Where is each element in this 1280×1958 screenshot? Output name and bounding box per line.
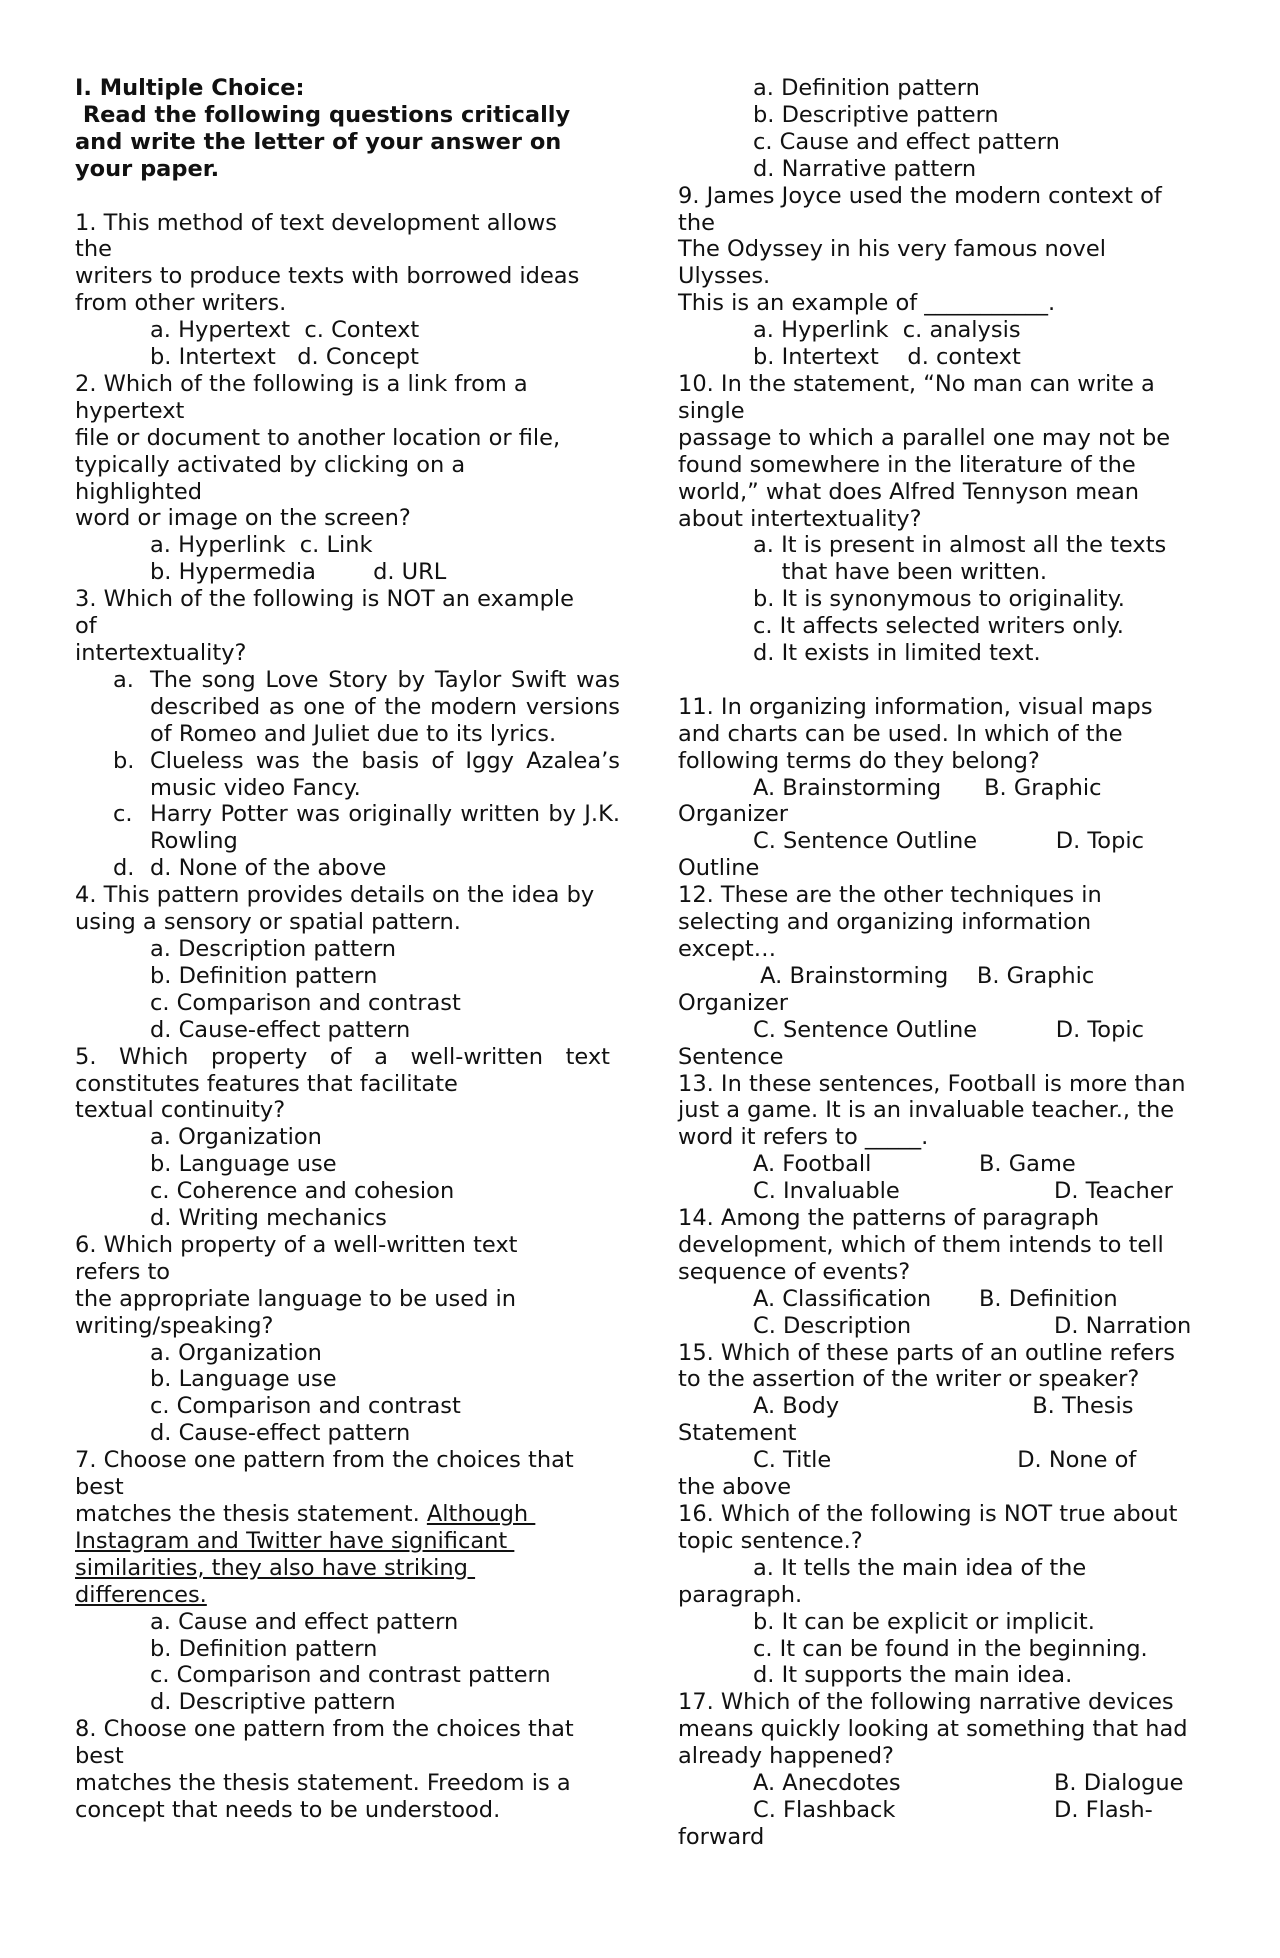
answer-choices: b. Intertext d. context — [753, 344, 1021, 371]
answer-choice: D. Narration — [1054, 1312, 1192, 1339]
question-text: 17. Which of the following narrative devices — [678, 1689, 1174, 1716]
question-text: 5. Which property of a well-written text constitutes features that facilitate — [75, 1043, 610, 1097]
answer-choice: D. Teacher — [1054, 1178, 1173, 1205]
question-text: best — [75, 1743, 124, 1770]
answer-choice: b. Definition pattern — [150, 1635, 378, 1662]
question-text: 15. Which of these parts of an outline refers — [678, 1339, 1175, 1366]
question-text: 16. Which of the following is NOT true about — [678, 1501, 1178, 1528]
question-text: 11. In organizing information, visual maps — [678, 693, 1153, 720]
question-text: 10. In the statement, “No man can write a — [678, 370, 1155, 397]
question-text: Ulysses. — [678, 263, 771, 290]
answer-choice: d. Cause-effect pattern — [150, 1420, 411, 1447]
answer-choices — [678, 1770, 1218, 1797]
answer-choice: c. It can be found in the beginning. — [753, 1635, 1148, 1662]
question-text: best — [75, 1474, 124, 1501]
answer-choice: b. It can be explicit or implicit. — [753, 1608, 1095, 1635]
question-text: highlighted — [75, 478, 203, 505]
question-text: word or image on the screen? — [75, 505, 411, 532]
answer-choice: c. It affects selected writers only. — [753, 613, 1124, 640]
answer-choices: A. Body B. Thesis — [753, 1393, 1134, 1420]
answer-choices-wrap: Statement — [678, 1420, 797, 1447]
left-column — [75, 75, 620, 1824]
answer-choice: B. Game — [979, 1151, 1076, 1178]
question-text: 13. In these sentences, Football is more than — [678, 1070, 1186, 1097]
question-text: hypertext — [75, 397, 185, 424]
answer-choice: d. Narrative pattern — [753, 155, 977, 182]
question-text: and charts can be used. In which of the — [678, 720, 1123, 747]
blank-line — [75, 183, 620, 210]
answer-choice: c. Comparison and contrast pattern — [150, 1662, 551, 1689]
question-11 — [678, 694, 1218, 882]
answer-choice: c. Coherence and cohesion — [150, 1178, 455, 1205]
instructions-line: and write the letter of your answer on — [75, 128, 562, 155]
question-text: passage to which a parallel one may not be — [678, 424, 1171, 451]
answer-choice: A. Anecdotes — [753, 1770, 901, 1797]
question-text: the — [678, 209, 715, 236]
answer-choice: a. Definition pattern — [753, 75, 980, 101]
question-text: concept that needs to be understood. — [75, 1796, 501, 1823]
thesis-statement-underlined: similarities, they also have striking — [75, 1554, 476, 1581]
answer-choices: b. Intertext d. Concept — [150, 344, 419, 371]
question-7 — [75, 1447, 620, 1716]
answer-option-a — [75, 667, 620, 748]
question-text: 8. Choose one pattern from the choices that — [75, 1716, 574, 1743]
answer-choice: that have been written. — [753, 559, 1047, 586]
question-text: file or document to another location or file, — [75, 424, 561, 451]
question-text: 4. This pattern provides details on the idea by — [75, 882, 595, 909]
answer-choice: A. Football — [753, 1151, 872, 1178]
answer-choice: c. Comparison and contrast — [150, 989, 461, 1016]
answer-choices — [678, 1797, 1218, 1824]
question-15 — [678, 1340, 1218, 1501]
blank-line — [678, 667, 1218, 694]
question-text: 9. James Joyce used the modern context of — [678, 182, 1162, 209]
question-9 — [678, 183, 1218, 371]
answer-choices — [678, 1151, 1218, 1178]
question-text: writing/speaking? — [75, 1312, 274, 1339]
thesis-statement-underlined: Although — [426, 1501, 536, 1528]
question-2 — [75, 371, 620, 586]
thesis-statement-underlined: Instagram and Twitter have significant — [75, 1527, 515, 1554]
answer-choice-wrap: paragraph. — [678, 1581, 803, 1608]
answer-choice: c. Cause and effect pattern — [753, 128, 1060, 155]
question-8-choices — [678, 75, 1218, 183]
question-text: from other writers. — [75, 290, 287, 317]
question-17 — [678, 1689, 1218, 1850]
answer-choice-wrap: forward — [678, 1823, 765, 1850]
answer-choices — [678, 1313, 1218, 1340]
question-text: 7. Choose one pattern from the choices that — [75, 1447, 574, 1474]
thesis-statement-underlined: differences. — [75, 1581, 207, 1608]
question-13 — [678, 1071, 1218, 1206]
question-text: 12. These are the other techniques in — [678, 882, 1102, 909]
answer-choices: A. Brainstorming B. Graphic — [753, 774, 1102, 801]
answer-choices: C. Sentence Outline D. Topic — [753, 828, 1144, 855]
answer-choices-wrap: Outline — [678, 855, 760, 882]
question-text: typically activated by clicking on a — [75, 451, 466, 478]
question-3 — [75, 586, 620, 882]
answer-choice: d. Writing mechanics — [150, 1205, 387, 1232]
option-label: d. — [113, 855, 135, 882]
question-text: 1. This method of text development allows — [75, 209, 557, 236]
answer-choice: d. Cause-effect pattern — [150, 1016, 411, 1043]
answer-choices-wrap: the above — [678, 1474, 792, 1501]
answer-choice: C. Description — [753, 1312, 912, 1339]
answer-choices: a. Hyperlink c. analysis — [753, 317, 1021, 344]
question-text: about intertextuality? — [678, 505, 922, 532]
question-text: 14. Among the patterns of paragraph — [678, 1205, 1100, 1232]
answer-choices — [678, 1286, 1218, 1313]
question-5 — [75, 1044, 620, 1232]
answer-choice: c. Comparison and contrast — [150, 1393, 461, 1420]
answer-choice: a. Organization — [150, 1124, 322, 1151]
section-title: I. Multiple Choice: — [75, 75, 305, 101]
question-6 — [75, 1232, 620, 1447]
question-text-part: matches the thesis statement. — [75, 1501, 427, 1528]
answer-choice: D. Flash- — [1054, 1796, 1153, 1823]
question-text: textual continuity? — [75, 1097, 286, 1124]
answer-choices-wrap: Organizer — [678, 801, 789, 828]
question-14 — [678, 1205, 1218, 1340]
answer-choices: b. Hypermedia d. URL — [150, 559, 447, 586]
answer-choice: B. Dialogue — [1054, 1770, 1184, 1797]
question-text: means quickly looking at something that had — [678, 1716, 1188, 1743]
question-text: intertextuality? — [75, 640, 247, 667]
question-text: world,” what does Alfred Tennyson mean — [678, 478, 1140, 505]
question-text: of — [75, 613, 97, 640]
question-text: except… — [678, 935, 777, 962]
option-text: Clueless was the basis of Iggy Azalea’s music video Fancy. — [150, 747, 620, 801]
question-text: 3. Which of the following is NOT an example — [75, 586, 574, 613]
answer-choice: a. Organization — [150, 1339, 322, 1366]
question-12 — [678, 882, 1218, 1070]
answer-choice: C. Invaluable — [753, 1178, 900, 1205]
answer-choice: A. Classification — [753, 1285, 932, 1312]
answer-choices: C. Title D. None of — [753, 1447, 1137, 1474]
question-text: writers to produce texts with borrowed ideas — [75, 263, 580, 290]
question-text: word it refers to _____. — [678, 1124, 929, 1151]
answer-choices: A. Brainstorming B. Graphic — [753, 962, 1095, 989]
option-text: The song Love Story by Taylor Swift was described as one of the modern versions of Romeo and Juliet due to its lyrics. — [150, 666, 620, 747]
question-text: following terms do they belong? — [678, 747, 1040, 774]
answer-choices: C. Sentence Outline D. Topic — [753, 1016, 1144, 1043]
option-label: a. — [113, 666, 134, 693]
question-text: matches the thesis statement. Freedom is a — [75, 1770, 571, 1797]
question-text: using a sensory or spatial pattern. — [75, 909, 461, 936]
answer-option-b — [75, 748, 620, 802]
answer-choice: a. It tells the main idea of the — [753, 1554, 1087, 1581]
question-10 — [678, 371, 1218, 694]
answer-choice: d. Descriptive pattern — [150, 1689, 396, 1716]
question-text: single — [678, 397, 745, 424]
answer-choice: b. It is synonymous to originality. — [753, 586, 1125, 613]
option-label: c. — [113, 801, 133, 828]
answer-choices — [678, 1178, 1218, 1205]
answer-choice: b. Descriptive pattern — [753, 101, 999, 128]
right-column — [678, 75, 1218, 1851]
answer-option-c — [75, 801, 620, 855]
question-text: 2. Which of the following is a link from a — [75, 370, 528, 397]
question-text: development, which of them intends to tell — [678, 1231, 1164, 1258]
answer-choice: b. Definition pattern — [150, 962, 378, 989]
question-16 — [678, 1501, 1218, 1689]
answer-choices-wrap: Organizer — [678, 989, 789, 1016]
question-text: to the assertion of the writer or speaker? — [678, 1366, 1140, 1393]
answer-choice: b. Language use — [150, 1151, 337, 1178]
question-1 — [75, 210, 620, 371]
question-text: the — [75, 236, 112, 263]
option-text: Harry Potter was originally written by J.K. Rowling — [150, 801, 620, 855]
answer-choice: a. Description pattern — [150, 935, 397, 962]
answer-choice: b. Language use — [150, 1366, 337, 1393]
answer-choices: a. Hyperlink c. Link — [150, 532, 373, 559]
question-4 — [75, 882, 620, 1043]
question-text: refers to — [75, 1258, 171, 1285]
question-text: sequence of events? — [678, 1258, 911, 1285]
question-text: the appropriate language to be used in — [75, 1285, 517, 1312]
answer-choice: d. It supports the main idea. — [753, 1662, 1073, 1689]
question-8 — [75, 1716, 620, 1824]
question-text — [75, 1501, 620, 1528]
answer-choices-wrap: Sentence — [678, 1043, 784, 1070]
question-text: 6. Which property of a well-written text — [75, 1231, 518, 1258]
instructions-line: your paper. — [75, 155, 220, 182]
answer-choice: C. Flashback — [753, 1796, 896, 1823]
instructions-line: Read the following questions critically — [75, 101, 571, 128]
answer-choice: B. Definition — [979, 1285, 1118, 1312]
question-text: found somewhere in the literature of the — [678, 451, 1136, 478]
answer-choice: d. It exists in limited text. — [753, 640, 1041, 667]
question-text: This is an example of ___________. — [678, 290, 1056, 317]
question-text: The Odyssey in his very famous novel — [678, 236, 1106, 263]
question-text: just a game. It is an invaluable teacher., the — [678, 1097, 1175, 1124]
answer-option-d — [75, 855, 620, 882]
question-text: selecting and organizing information — [678, 909, 1092, 936]
question-text: topic sentence.? — [678, 1527, 863, 1554]
answer-choices: a. Hypertext c. Context — [150, 317, 420, 344]
question-text: already happened? — [678, 1743, 894, 1770]
answer-choice: a. Cause and effect pattern — [150, 1608, 459, 1635]
answer-choice: a. It is present in almost all the texts — [753, 532, 1167, 559]
option-text: d. None of the above — [150, 855, 387, 882]
option-label: b. — [113, 747, 135, 774]
